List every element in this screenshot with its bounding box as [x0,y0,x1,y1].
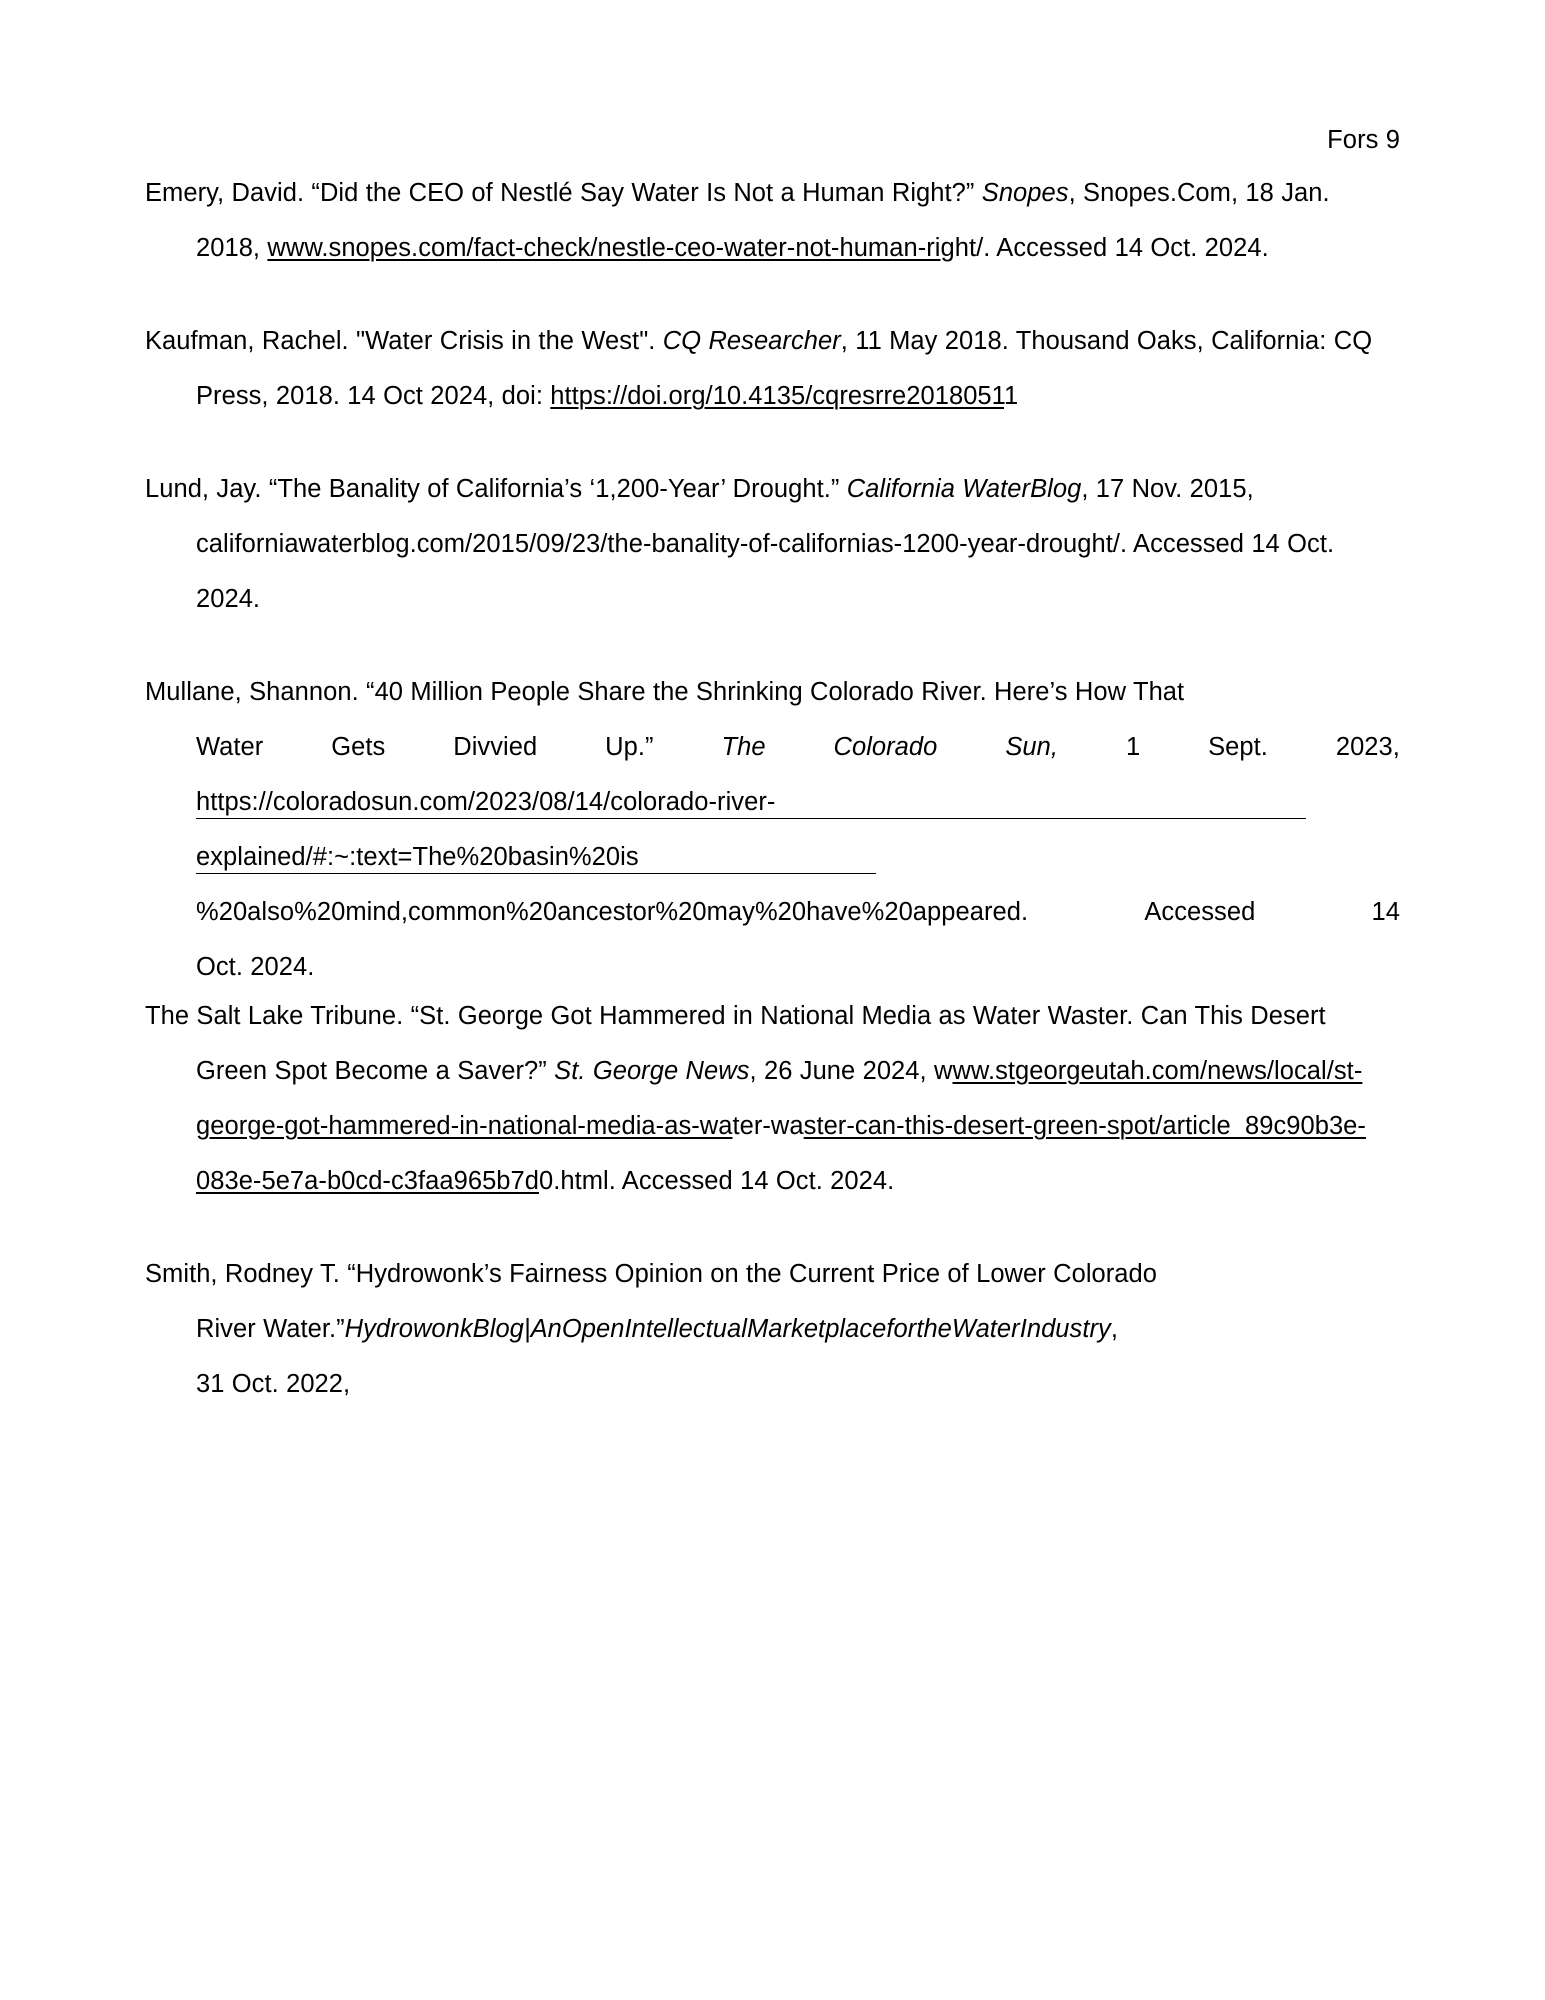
citation-line-justified [145,720,1400,775]
citation-entry-smith [145,1247,1400,1412]
citation-line-url-2 [145,830,1400,885]
citation-line-author-title: Mullane, Shannon. “40 Million People Share the Shrinking Colorado River. Here’s How That [145,678,1185,706]
justified-word: Water [196,733,264,761]
citation-title: “The Banality of California’s ‘1,200-Year’ Drought.” [268,475,847,503]
citation-title: "Water Crisis in the West". [356,327,663,355]
citation-author: Emery, David. [145,179,312,207]
works-cited-list [145,166,1400,1412]
citation-author: The Salt Lake Tribune. [145,1002,411,1030]
citation-url-link[interactable]: https://coloradosun.com/2023/08/14/colorado-river- [196,790,1306,819]
citation-access-date: . Accessed 14 Oct. 2024. [983,234,1269,262]
citation-url-fragment: %20also%20mind,common%20ancestor%20may%20have%20appeared. [196,898,1029,926]
citation-url-tail: ght/ [940,234,984,262]
citation-url-lead-2: a [789,1112,804,1140]
citation-url-link[interactable]: www.snopes.com/fact-check/nestle-ceo-water-not-human-ri [267,234,941,262]
citation-container: St. George News [554,1057,750,1085]
citation-publication-info: , 26 June 2024, [749,1057,934,1085]
citation-line-date: 31 Oct. 2022, [196,1370,351,1398]
citation-entry-lund [145,462,1400,627]
citation-url-link[interactable]: ww.stgeorgeutah.com/news/local/st-george-got-hammered-in-national-media-as-wa [196,1057,1363,1140]
citation-comma: , [1110,1315,1118,1343]
citation-entry-kaufman [145,314,1400,424]
citation-url-tail-2: 0.html. [539,1167,616,1195]
citation-url-tail: ter-w [732,1112,790,1140]
citation-line-url-3 [145,885,1400,940]
citation-entry-emery [145,166,1400,276]
citation-title-continued: River Water.” [196,1315,345,1343]
justified-word-italic: Colorado [833,733,938,761]
justified-word-italic: The [721,733,766,761]
citation-line-url-1 [145,775,1400,830]
citation-publication-info: , 11 May 2018. Thousand Oaks, California: CQ Press, 2018. 14 Oct 2024, doi: [196,327,1373,410]
citation-publication-info: , Snopes.Com, 18 Jan. 2018, [196,179,1330,262]
citation-title: “St. George Got Hammered in National Media as Water Waster. Can This Desert Green Spot Become a Saver?” [196,1002,1326,1085]
citation-entry-salt-lake-tribune [145,989,1400,1209]
citation-entry-mullane [145,665,1400,995]
citation-container: California WaterBlog [846,475,1082,503]
running-head: Fors 9 [1327,126,1400,154]
citation-title: “Did the CEO of Nestlé Say Water Is Not a Human Right?” [311,179,982,207]
citation-accessed-label: Accessed [1144,898,1256,926]
citation-doi-tail: 1 [1004,382,1019,410]
citation-line-author-title: Smith, Rodney T. “Hydrowonk’s Fairness Opinion on the Current Price of Lower Colorado [145,1260,1158,1288]
citation-author: Lund, Jay. [145,475,269,503]
justified-word-italic: Sun, [1005,733,1058,761]
citation-container: CQ Researcher [662,327,841,355]
citation-author: Kaufman, Rachel. [145,327,357,355]
justified-word: Sept. [1208,733,1268,761]
citation-publication-info: , 17 Nov. 2015, californiawaterblog.com/2015/09/23/the-banality-of-californias-1200-year-drought/. Accessed 14 Oct. 2024. [196,475,1335,613]
citation-container: Snopes [981,179,1069,207]
citation-url-link-continued[interactable]: ster-can-this-desert-green-spot/article_89c90b3e-083e-5e7a-b0cd-c3faa965b7d [196,1112,1366,1195]
citation-url-lead: w [934,1057,953,1085]
justified-word: Gets [331,733,386,761]
justified-word: 2023, [1335,733,1400,761]
citation-container: HydrowonkBlog|AnOpenIntellectualMarketplacefortheWaterIndustry [344,1315,1111,1343]
citation-line-access-date: Oct. 2024. [196,953,315,981]
citation-access-date: Accessed 14 Oct. 2024. [615,1167,895,1195]
citation-url-link-continued[interactable]: explained/#:~:text=The%20basin%20is [196,845,876,874]
justified-word: Divvied [453,733,538,761]
citation-line-container [145,1302,1400,1357]
justified-word: Up.” [605,733,654,761]
citation-doi-link[interactable]: https://doi.org/10.4135/cqresrre2018051 [550,382,1004,410]
citation-accessed-day: 14 [1371,898,1400,926]
justified-word: 1 [1125,733,1141,761]
